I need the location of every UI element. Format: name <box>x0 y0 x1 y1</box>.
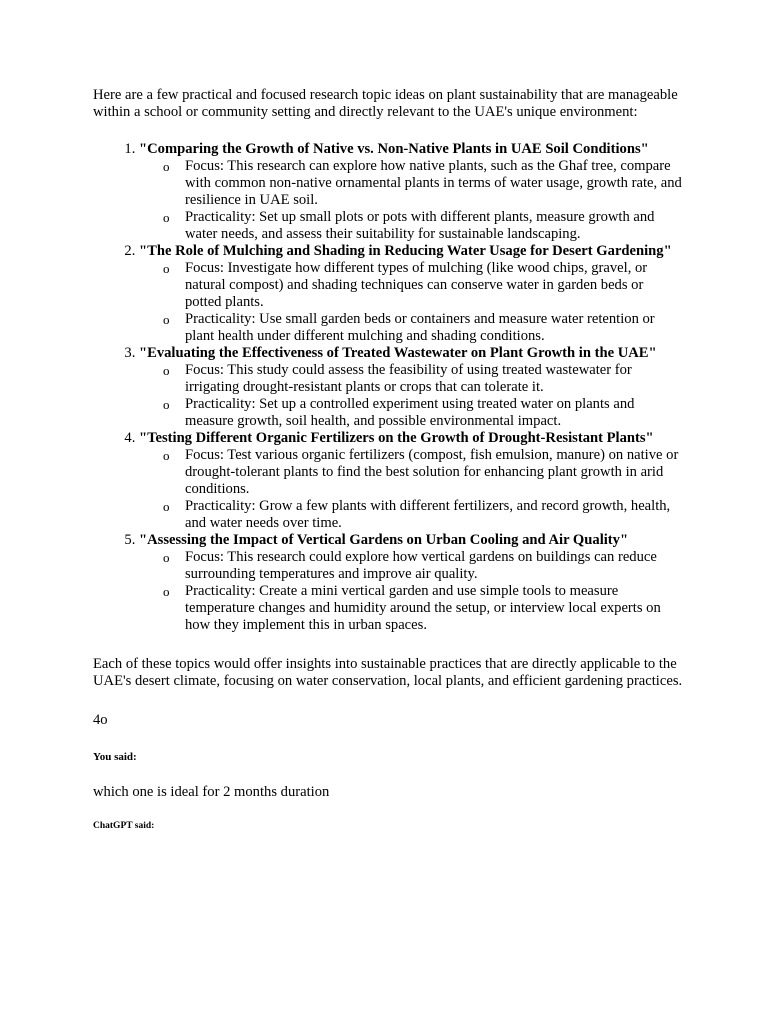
circle-bullet-icon: o <box>163 550 170 565</box>
topic-point <box>163 311 683 345</box>
you-said-label: You said: <box>93 751 137 763</box>
topic-item <box>139 345 683 430</box>
topic-title: 3. "Evaluating the Effectiveness of Treated Wastewater on Plant Growth in the UAE" <box>139 345 657 361</box>
point-text: Practicality: Set up a controlled experiment using treated water on plants and measure growth, soil health, and possible environmental impact. <box>185 396 635 429</box>
circle-bullet-icon: o <box>163 363 170 378</box>
point-text: Focus: This research can explore how native plants, such as the Ghaf tree, compare with common non-native ornamental plants in terms of water usage, growth rate, and resilience in UAE soil. <box>185 158 682 208</box>
topic-title: 5. "Assessing the Impact of Vertical Gardens on Urban Cooling and Air Quality" <box>139 532 629 548</box>
user-message: which one is ideal for 2 months duration <box>93 784 330 800</box>
topic-point <box>163 447 683 498</box>
topic-item <box>139 532 683 634</box>
point-text: Focus: This research could explore how vertical gardens on buildings can reduce surrounding temperatures and improve air quality. <box>185 549 657 582</box>
point-text: Practicality: Set up small plots or pots with different plants, measure growth and water needs, and assess their suitability for sustainable landscaping. <box>185 209 655 242</box>
topic-point <box>163 158 683 209</box>
topic-item <box>139 243 683 345</box>
point-text: Practicality: Create a mini vertical garden and use simple tools to measure temperature changes and humidity around the setup, or interview local experts on how they implement this in urban spaces. <box>185 583 661 633</box>
topic-points <box>139 549 683 634</box>
topic-points <box>139 260 683 345</box>
conclusion-paragraph: Each of these topics would offer insights into sustainable practices that are directly applicable to the UAE's desert climate, focusing on water conservation, local plants, and efficient gardening practices. <box>93 656 683 689</box>
point-text: Practicality: Use small garden beds or containers and measure water retention or plant health under different mulching and shading conditions. <box>185 311 655 344</box>
point-text: Focus: Test various organic fertilizers (compost, fish emulsion, manure) on native or drought-tolerant plants to find the best solution for enhancing plant growth in arid conditions. <box>185 447 679 497</box>
topic-item <box>139 141 683 243</box>
topic-title: 1. "Comparing the Growth of Native vs. Non-Native Plants in UAE Soil Conditions" <box>139 141 649 157</box>
topic-title: 4. "Testing Different Organic Fertilizers on the Growth of Drought-Resistant Plants" <box>139 430 654 446</box>
topic-point <box>163 396 683 430</box>
circle-bullet-icon: o <box>163 499 170 514</box>
topic-point <box>163 209 683 243</box>
chatgpt-said-label: ChatGPT said: <box>93 821 155 831</box>
circle-bullet-icon: o <box>163 448 170 463</box>
model-label: 4o <box>93 712 108 728</box>
circle-bullet-icon: o <box>163 584 170 599</box>
topic-points <box>139 158 683 243</box>
topic-point <box>163 498 683 532</box>
point-text: Focus: This study could assess the feasibility of using treated wastewater for irrigating drought-resistant plants or crops that can tolerate it. <box>185 362 632 395</box>
topic-point <box>163 260 683 311</box>
document-page <box>93 87 683 835</box>
topic-title: 2. "The Role of Mulching and Shading in Reducing Water Usage for Desert Gardening" <box>139 243 672 259</box>
topic-list <box>93 141 683 634</box>
circle-bullet-icon: o <box>163 397 170 412</box>
topic-points <box>139 447 683 532</box>
point-text: Practicality: Grow a few plants with different fertilizers, and record growth, health, and water needs over time. <box>185 498 671 531</box>
circle-bullet-icon: o <box>163 261 170 276</box>
point-text: Focus: Investigate how different types of mulching (like wood chips, gravel, or natural compost) and shading techniques can conserve water in garden beds or potted plants. <box>185 260 648 310</box>
topic-point <box>163 549 683 583</box>
circle-bullet-icon: o <box>163 159 170 174</box>
topic-item <box>139 430 683 532</box>
circle-bullet-icon: o <box>163 312 170 327</box>
circle-bullet-icon: o <box>163 210 170 225</box>
topic-point <box>163 362 683 396</box>
topic-point <box>163 583 683 634</box>
topic-points <box>139 362 683 430</box>
intro-paragraph: Here are a few practical and focused research topic ideas on plant sustainability that are manageable within a school or community setting and directly relevant to the UAE's unique environment: <box>93 87 678 120</box>
